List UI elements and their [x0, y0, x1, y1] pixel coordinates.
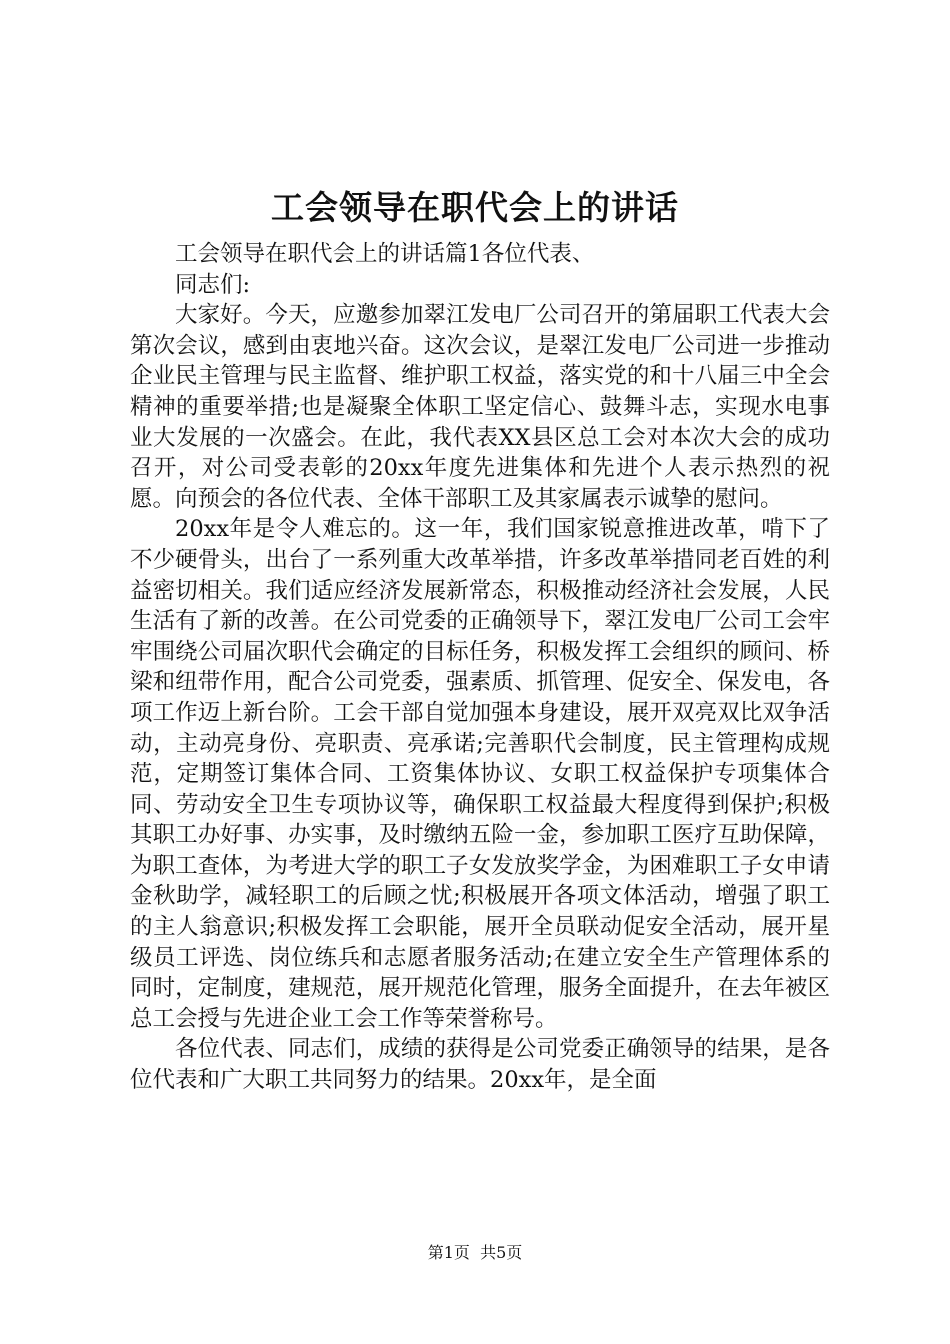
paragraph-greeting: 大家好。今天，应邀参加翠江发电厂公司召开的第届职工代表大会第次会议，感到由衷地兴奋。这次会议，是翠江发电厂公司进一步推动企业民主管理与民主监督、维护职工权益，落实党的和十八届三中全会精神的重要举措;也是凝聚全体职工坚定信心、鼓舞斗志，实现水电事业大发展的一次盛会。在此，我代表XX县区总工会对本次大会的成功召开，对公司受表彰的20xx年度先进集体和先进个人表示热烈的祝愿。向预会的各位代表、全体干部职工及其家属表示诚挚的慰问。: [130, 302, 830, 512]
page-number: 第1页: [427, 1243, 470, 1262]
page-footer: [0, 1243, 950, 1263]
paragraph-intro: 工会领导在职代会上的讲话篇1各位代表、: [175, 241, 595, 267]
document-body: [130, 239, 830, 1096]
paragraph-achievements: 各位代表、同志们，成绩的获得是公司党委正确领导的结果，是各位代表和广大职工共同努力的结果。20xx年，是全面: [130, 1036, 830, 1094]
document-title: 工会领导在职代会上的讲话: [271, 188, 679, 227]
page-total: 共5页: [480, 1243, 523, 1262]
paragraph-salutation: 同志们:: [175, 271, 251, 298]
paragraph-review: 20xx年是令人难忘的。这一年，我们国家锐意推进改革，啃下了不少硬骨头，出台了一系列重大改革举措，许多改革举措同老百姓的利益密切相关。我们适应经济发展新常态，积极推动经济社会发展，人民生活有了新的改善。在公司党委的正确领导下，翠江发电厂公司工会牢牢围绕公司届次职代会确定的目标任务，积极发挥工会组织的顾问、桥梁和纽带作用，配合公司党委，强素质、抓管理、促安全、保发电，各项工作迈上新台阶。工会干部自觉加强本身建设，展开双亮双比双争活动，主动亮身份、亮职责、亮承诺;完善职代会制度，民主管理构成规范，定期签订集体合同、工资集体协议、女职工权益保护专项集体合同、劳动安全卫生专项协议等，确保职工权益最大程度得到保护;积极其职工办好事、办实事，及时缴纳五险一金，参加职工医疗互助保障，为职工查体，为考进大学的职工子女发放奖学金，为困难职工子女申请金秋助学，减轻职工的后顾之忧;积极展开各项文体活动，增强了职工的主人翁意识;积极发挥工会职能，展开全员联动促安全活动，展开星级员工评选、岗位练兵和志愿者服务活动;在建立安全生产管理体系的同时，定制度，建规范，展开规范化管理，服务全面提升，在去年被区总工会授与先进企业工会工作等荣誉称号。: [130, 516, 830, 1032]
